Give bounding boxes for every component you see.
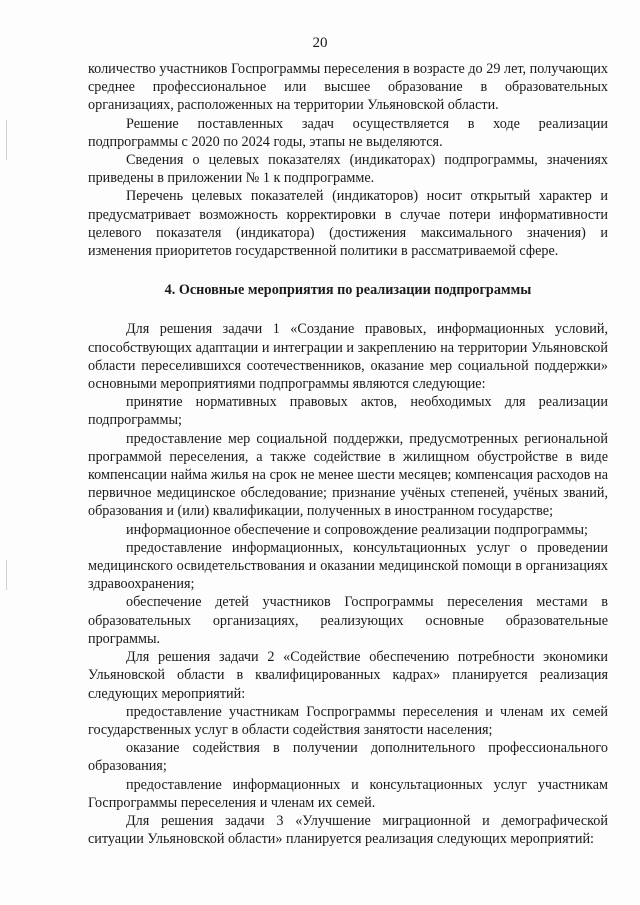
document-body xyxy=(88,60,608,848)
paragraph: Для решения задачи 1 «Создание правовых, информационных условий, способствующих адаптации и интеграции и закреплению на территории Ульяновской области переселившихся соотечественников, оказание мер социальной поддержки» основными мероприятиями подпрограммы являются следующие: xyxy=(88,321,608,393)
paragraph: Перечень целевых показателей (индикаторов) носит открытый характер и предусматривает возможность корректировки в случае потери информативности целевого показателя (индикатора) (достижения максимального значения) и изменения приоритетов государственной политики в рассматриваемой сфере. xyxy=(88,188,608,260)
list-item: информационное обеспечение и сопровождение реализации подпрограммы; xyxy=(126,521,588,538)
paragraph: количество участников Госпрограммы переселения в возрасте до 29 лет, получающих среднее профессиональное или высшее образование в образовательных организациях, расположенных на территории Ульяновской области. xyxy=(88,61,608,114)
scan-margin-mark xyxy=(6,120,7,160)
paragraph: Решение поставленных задач осуществляется в ходе реализации подпрограммы с 2020 по 2024 годы, этапы не выделяются. xyxy=(88,115,608,150)
list-item: предоставление участникам Госпрограммы переселения и членам их семей государственных услуг в области содействия занятости населения; xyxy=(88,703,608,738)
scan-margin-mark xyxy=(6,560,7,590)
list-item: обеспечение детей участников Госпрограммы переселения местами в образовательных организациях, реализующих основные образовательные программы. xyxy=(88,594,608,647)
list-item: предоставление мер социальной поддержки, предусмотренных региональной программой переселения, а также содействие в жилищном обустройстве в виде компенсации найма жилья на срок не менее шести месяцев; компенсация расходов на первичное медицинское обследование; признание учёных степеней, учёных званий, образования и (или) квалификации, полученных в иностранном государстве; xyxy=(88,430,608,520)
list-item: принятие нормативных правовых актов, необходимых для реализации подпрограммы; xyxy=(88,394,608,429)
page-number: 20 xyxy=(312,35,328,51)
section-heading: 4. Основные мероприятия по реализации подпрограммы xyxy=(164,282,532,299)
list-item: оказание содействия в получении дополнительного профессионального образования; xyxy=(88,740,608,775)
paragraph: Для решения задачи 2 «Содействие обеспечению потребности экономики Ульяновской области в квалифицированных кадрах» планируется реализация следующих мероприятий: xyxy=(88,649,608,702)
list-item: предоставление информационных, консультационных услуг о проведении медицинского освидетельствования и оказании медицинской помощи в организациях здравоохранения; xyxy=(88,539,608,593)
list-item: предоставление информационных и консультационных услуг участникам Госпрограммы переселения и членам их семей. xyxy=(88,776,608,811)
paragraph: Для решения задачи 3 «Улучшение миграционной и демографической ситуации Ульяновской области» планируется реализация следующих мероприятий: xyxy=(88,812,608,848)
paragraph: Сведения о целевых показателях (индикаторах) подпрограммы, значениях приведены в приложении № 1 к подпрограмме. xyxy=(88,152,608,187)
